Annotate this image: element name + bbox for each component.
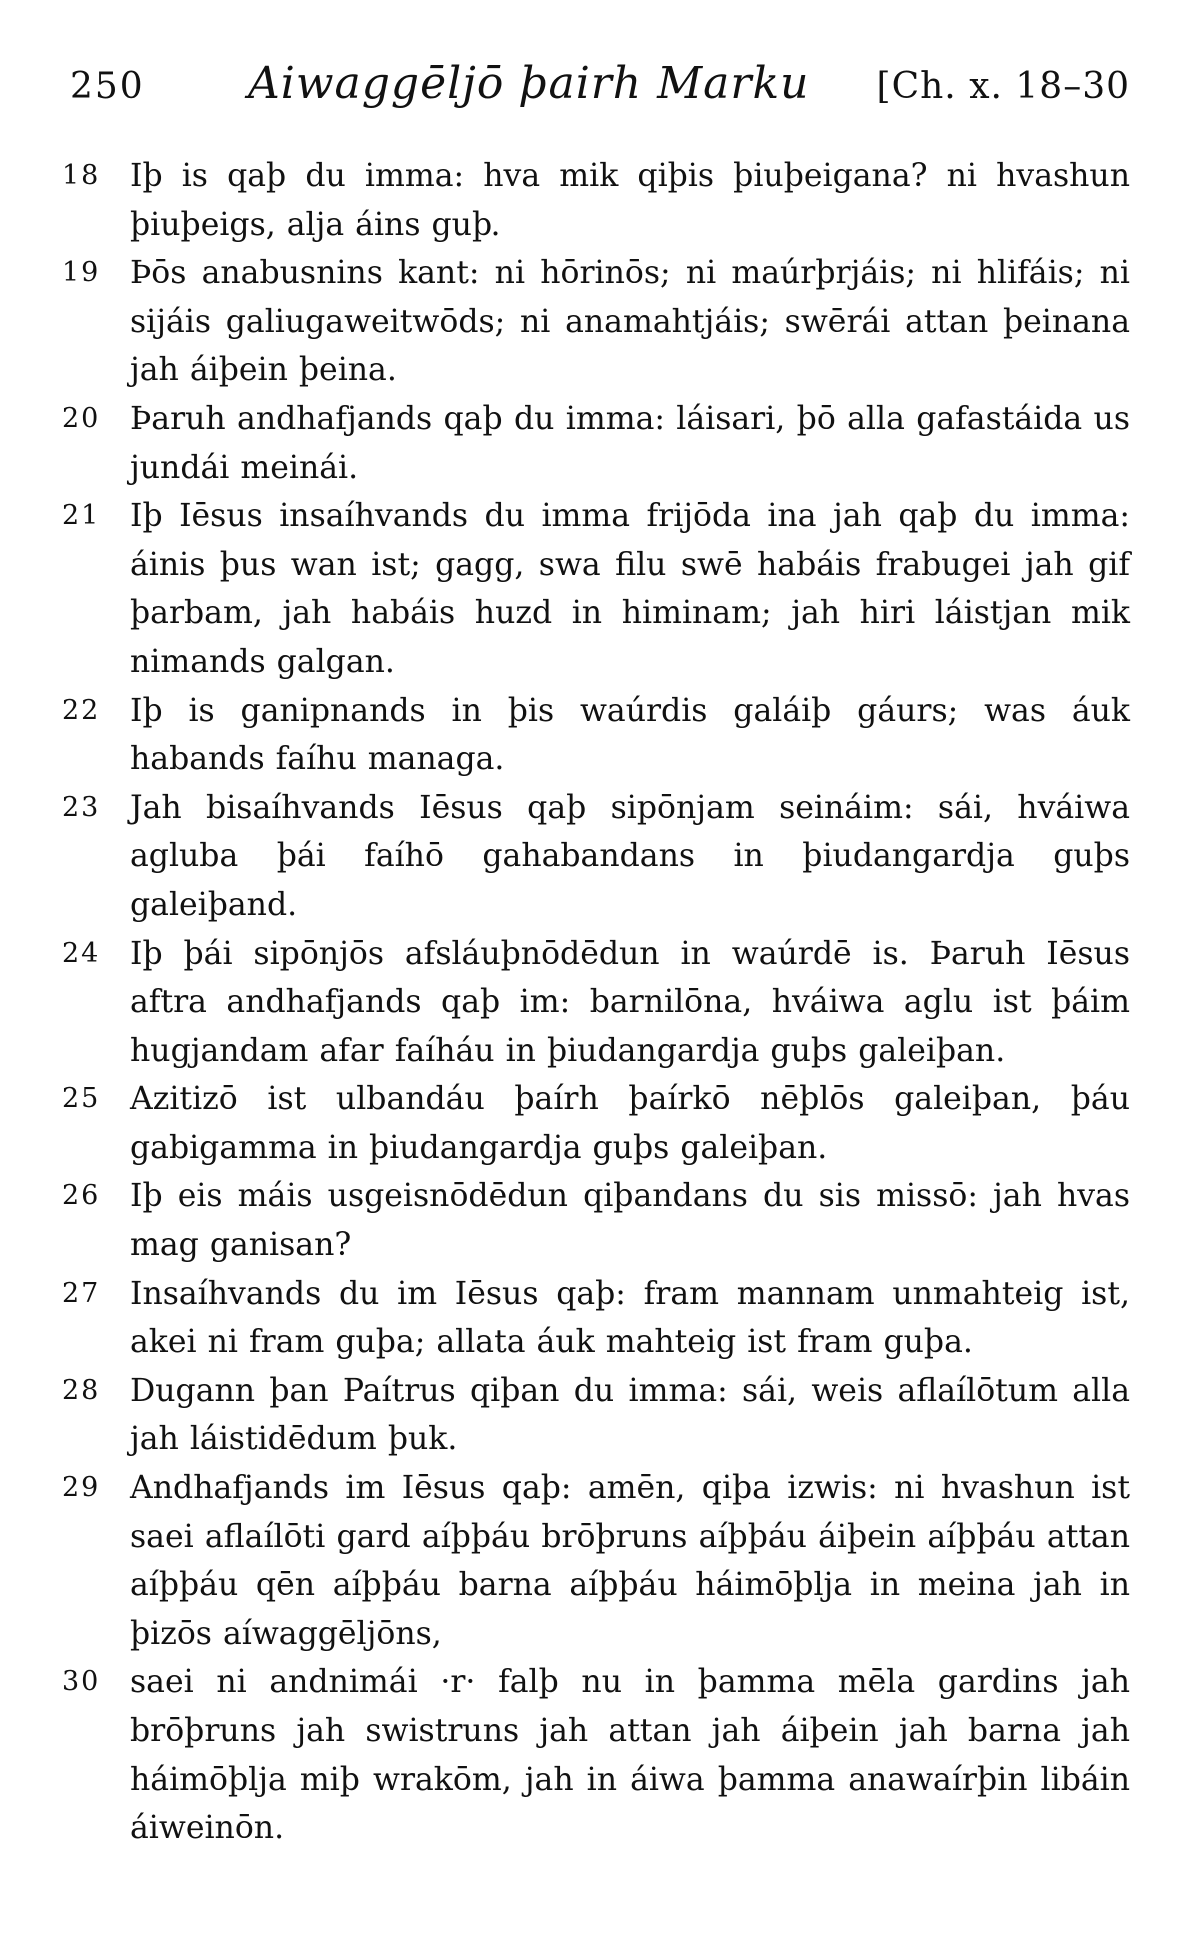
verse — [62, 784, 1130, 930]
verse — [62, 930, 1130, 1076]
verse-number: 27 — [62, 1277, 101, 1309]
verse-text: Iþ is ganipnands in þis waúrdis galáiþ gáurs; was áuk habands faíhu managa. — [130, 692, 1130, 778]
running-title: Aiwaggēljō þairh Marku — [248, 58, 810, 109]
verse — [62, 395, 1130, 492]
verse — [62, 1075, 1130, 1172]
verse-text: Andhafjands im Iēsus qaþ: amēn, qiþa izwis: ni hvashun ist saei aflaílōti gard aíþþáu brōþruns aíþþáu áiþein aíþþáu attan aíþþáu qēn aíþþáu barna aíþþáu háimōþlja in meina jah in þizōs aíwaggēljōns, — [130, 1470, 1130, 1652]
verse-number: 21 — [62, 500, 101, 532]
verse — [62, 1464, 1130, 1658]
verse-text: Jah bisaíhvands Iēsus qaþ sipōnjam seináim: sái, hváiwa agluba þái faíhō gahabandans in þiudangardja guþs galeiþand. — [130, 789, 1130, 923]
verse — [62, 1172, 1130, 1269]
page-header — [70, 58, 1130, 128]
verse-number: 26 — [62, 1180, 101, 1212]
chapter-reference: [Ch. x. 18–30 — [876, 66, 1130, 107]
verse-text: Iþ is qaþ du imma: hva mik qiþis þiuþeigana? ni hvashun þiuþeigs, alja áins guþ. — [130, 158, 1130, 243]
verse-number: 29 — [62, 1472, 101, 1504]
verse-text: Dugann þan Paítrus qiþan du imma: sái, weis aflaílōtum alla jah láistidēdum þuk. — [130, 1372, 1130, 1458]
verse-number: 20 — [62, 402, 101, 434]
verse — [62, 152, 1130, 249]
verse — [62, 492, 1130, 686]
verse — [62, 1367, 1130, 1464]
verse-text: saei ni andnimái ·r· falþ nu in þamma mēla gardins jah brōþruns jah swistruns jah attan jah áiþein jah barna jah háimōþlja miþ wrakōm, jah in áiwa þamma anawaírþin libáin áiweinōn. — [130, 1664, 1130, 1847]
verse-text: Þōs anabusnins kant: ni hōrinōs; ni maúrþrjáis; ni hlifáis; ni sijáis galiugaweitwōds; ni anamahtjáis; swērái attan þeinana jah áiþein þeina. — [130, 255, 1130, 389]
verse — [62, 687, 1130, 784]
verse-text: Azitizō ist ulbandáu þaírh þaírkō nēþlōs galeiþan, þáu gabigamma in þiudangardja guþs galeiþan. — [130, 1081, 1130, 1166]
verse — [62, 1658, 1130, 1852]
verse-number: 22 — [62, 694, 101, 726]
verse-text: Iþ Iēsus insaíhvands du imma frijōda ina jah qaþ du imma: áinis þus wan ist; gagg, swa filu swē habáis frabugei jah gif þarbam, jah habáis huzd in himinam; jah hiri láistjan mik nimands galgan. — [130, 498, 1130, 680]
page-number: 250 — [70, 66, 145, 107]
verse — [62, 1270, 1130, 1367]
verse-number: 30 — [62, 1666, 101, 1698]
verse-number: 28 — [62, 1374, 101, 1406]
verse-number: 24 — [62, 937, 101, 969]
verse-number: 25 — [62, 1083, 101, 1115]
verse-text: Iþ eis máis usgeisnōdēdun qiþandans du sis missō: jah hvas mag ganisan? — [130, 1178, 1130, 1264]
verse-number: 19 — [62, 257, 101, 289]
verse — [62, 249, 1130, 395]
verse-list — [62, 152, 1130, 1853]
verse-number: 23 — [62, 791, 101, 823]
verse-text: Insaíhvands du im Iēsus qaþ: fram mannam unmahteig ist, akei ni fram guþa; allata áuk mahteig ist fram guþa. — [130, 1275, 1130, 1361]
verse-text: Þaruh andhafjands qaþ du imma: láisari, þō alla gafastáida us jundái meinái. — [130, 400, 1130, 486]
verse-text: Iþ þái sipōnjōs afsláuþnōdēdun in waúrdē is. Þaruh Iēsus aftra andhafjands qaþ im: barnilōna, hváiwa aglu ist þáim hugjandam afar faíháu in þiudangardja guþs galeiþan. — [130, 935, 1130, 1069]
verse-number: 18 — [62, 160, 101, 191]
